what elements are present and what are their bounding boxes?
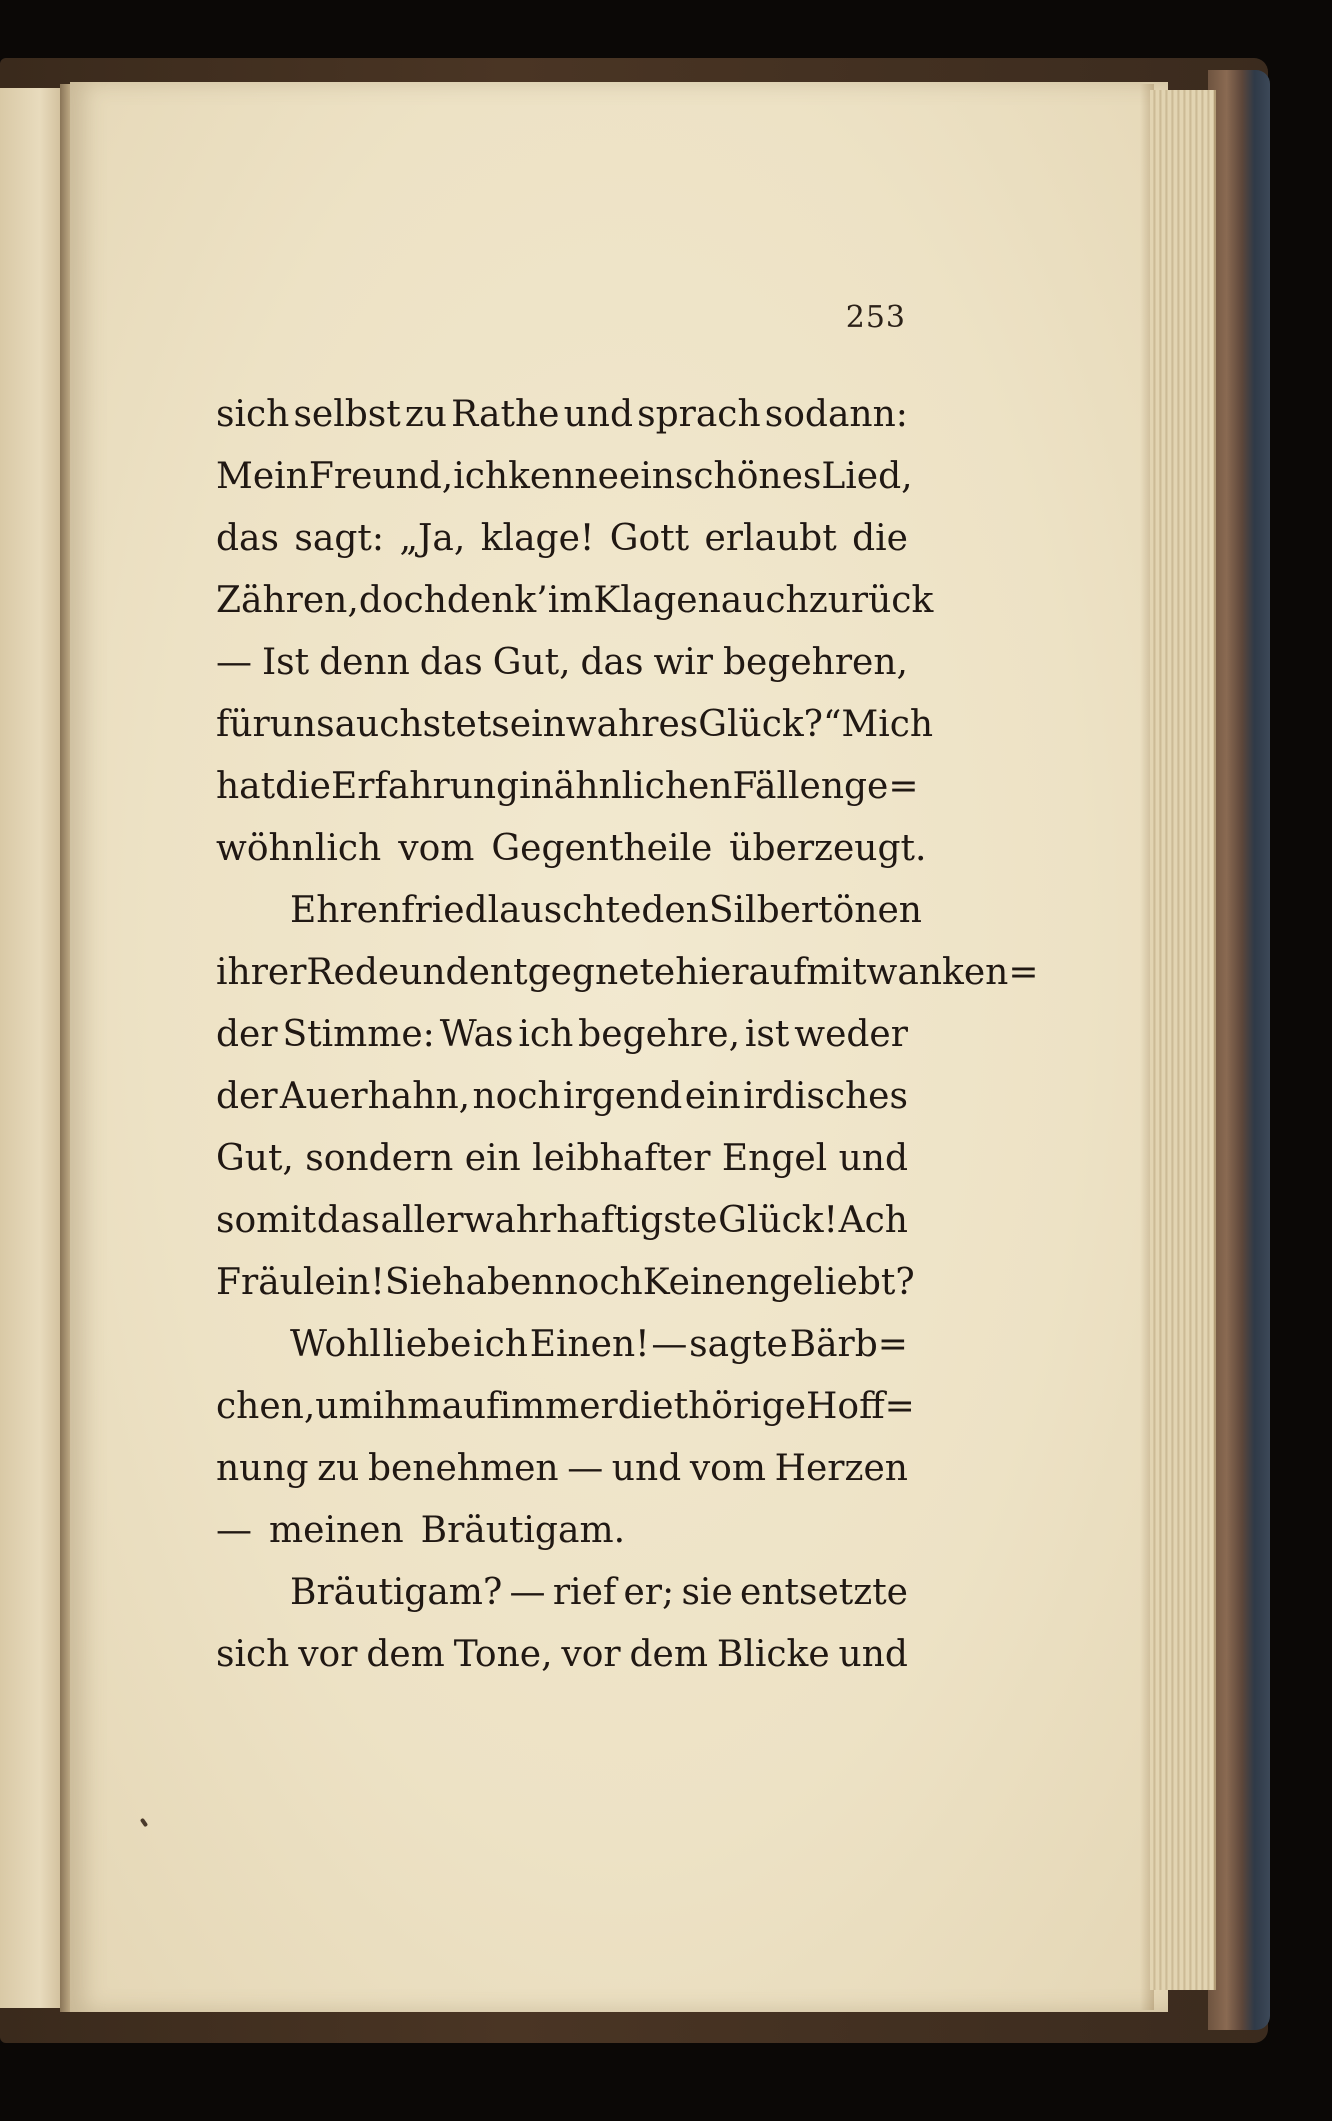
text-line	[216, 818, 927, 880]
word: Keinen	[642, 1262, 770, 1303]
word: die	[275, 766, 331, 807]
word: Mich	[841, 704, 934, 745]
word: Erfahrung	[331, 766, 520, 807]
word: Glück!	[718, 1200, 838, 1241]
word: denn	[319, 642, 410, 683]
page-number: 253	[845, 300, 906, 335]
word: meinen	[269, 1510, 404, 1551]
cover-edge	[1208, 70, 1270, 2030]
word: auch	[334, 704, 423, 745]
text-line	[216, 1252, 915, 1314]
text-line	[216, 1066, 908, 1128]
text-line	[216, 1190, 908, 1252]
word: das	[419, 642, 483, 683]
word: hat	[216, 766, 276, 807]
word: selbst	[293, 394, 401, 435]
word: Wohl	[290, 1324, 381, 1365]
text-line	[216, 880, 922, 942]
text-line	[216, 942, 1039, 1004]
word: der	[216, 1014, 278, 1055]
word: sodann:	[764, 394, 908, 435]
word: ist	[744, 1014, 790, 1055]
word: thörige	[673, 1386, 807, 1427]
word: noch	[472, 1076, 561, 1117]
word: erlaubt	[704, 518, 837, 559]
word: wir	[653, 642, 713, 683]
word: Engel	[721, 1138, 828, 1179]
word: „Ja,	[399, 518, 466, 559]
word: ähnlichen	[553, 766, 733, 807]
word: irdisches	[743, 1076, 908, 1117]
word: Rede	[306, 952, 400, 993]
word: für	[216, 704, 270, 745]
word: kenne	[508, 456, 619, 497]
text-line	[216, 1500, 908, 1562]
word: der	[216, 1076, 278, 1117]
word: Was	[439, 1014, 514, 1055]
word: Rathe	[451, 394, 560, 435]
word: noch	[554, 1262, 643, 1303]
word: Einen!	[529, 1324, 650, 1365]
word: den	[641, 890, 709, 931]
text-line	[216, 694, 934, 756]
word: und	[838, 1634, 908, 1675]
word: ihm	[372, 1386, 442, 1427]
word: vor	[561, 1634, 621, 1675]
text-line	[216, 570, 934, 632]
word: Gut,	[216, 1138, 294, 1179]
word: ich	[453, 456, 509, 497]
word: und	[611, 1448, 682, 1489]
word: hierauf	[675, 952, 807, 993]
word: das	[580, 642, 644, 683]
word: sie	[681, 1572, 733, 1613]
text-line	[216, 1624, 908, 1686]
word: —	[509, 1572, 546, 1613]
word: Blicke	[716, 1634, 830, 1675]
word: rief	[552, 1572, 617, 1613]
text-line	[216, 1004, 908, 1066]
previous-page-edge	[0, 88, 66, 2008]
word: Bräutigam.	[420, 1510, 626, 1551]
word: das	[316, 1200, 380, 1241]
text-line	[216, 632, 908, 694]
word: die	[852, 518, 908, 559]
word: Stimme:	[282, 1014, 435, 1055]
word: sagte	[689, 1324, 788, 1365]
word: Sie	[384, 1262, 443, 1303]
word: wahres	[565, 704, 699, 745]
word: die	[617, 1386, 674, 1427]
word: Freund,	[308, 456, 454, 497]
word: Zähren,	[216, 580, 359, 621]
page-text	[216, 384, 1039, 1686]
word: ich	[518, 1014, 574, 1055]
word: doch	[358, 580, 447, 621]
word: allerwahrhaftigste	[380, 1200, 718, 1241]
word: dem	[629, 1634, 709, 1675]
word: und	[399, 952, 469, 993]
word: Mein	[216, 456, 309, 497]
word: Gegentheile	[491, 828, 713, 869]
word: vom	[398, 828, 475, 869]
word: sich	[216, 1634, 290, 1675]
word: zu	[317, 1448, 360, 1489]
word: Gut,	[492, 642, 571, 683]
word: klage!	[480, 518, 595, 559]
text-line	[216, 446, 913, 508]
word: sich	[216, 394, 290, 435]
word: ein	[684, 1076, 741, 1117]
word: zu	[404, 394, 447, 435]
word: entsetzte	[740, 1572, 908, 1613]
word: —	[567, 1448, 604, 1489]
word: begehren,	[722, 642, 908, 683]
word: zurück	[808, 580, 934, 621]
word: vor	[298, 1634, 358, 1675]
word: Glück?“	[698, 704, 842, 745]
word: auch	[720, 580, 809, 621]
word: Ach	[838, 1200, 908, 1241]
word: uns	[269, 704, 335, 745]
word: wöhnlich	[216, 828, 382, 869]
word: sprach	[637, 394, 761, 435]
word: Fällen	[732, 766, 845, 807]
word: geliebt?	[769, 1262, 915, 1303]
word: stets	[422, 704, 510, 745]
text-line	[216, 1376, 915, 1438]
text-line	[216, 1562, 908, 1624]
word: Bärb=	[789, 1324, 908, 1365]
word: und	[838, 1138, 908, 1179]
word: irgend	[563, 1076, 683, 1117]
word: Fräulein!	[216, 1262, 385, 1303]
word: um	[315, 1386, 373, 1427]
word: nung	[216, 1448, 309, 1489]
text-line	[216, 1438, 908, 1500]
word: —	[651, 1324, 688, 1365]
word: haben	[442, 1262, 555, 1303]
word: Ehrenfried	[290, 890, 488, 931]
word: begehre,	[578, 1014, 741, 1055]
word: auf	[441, 1386, 500, 1427]
word: weder	[794, 1014, 908, 1055]
word: wanken=	[866, 952, 1039, 993]
text-line	[216, 756, 919, 818]
word: Klagen	[593, 580, 721, 621]
word: Herzen	[774, 1448, 908, 1489]
word: liebe	[382, 1324, 472, 1365]
text-line	[216, 508, 908, 570]
word: mit	[806, 952, 867, 993]
word: Lied,	[821, 456, 913, 497]
word: immer	[499, 1386, 618, 1427]
word: ich	[473, 1324, 528, 1365]
text-line	[216, 384, 908, 446]
word: überzeugt.	[729, 828, 927, 869]
word: im	[547, 580, 594, 621]
word: —	[216, 1510, 252, 1551]
word: ein	[509, 704, 566, 745]
word: ein	[618, 456, 675, 497]
page-stack-edge	[1150, 90, 1216, 1990]
word: Hoff=	[806, 1386, 915, 1427]
text-line	[216, 1128, 908, 1190]
word: Auerhahn,	[279, 1076, 471, 1117]
word: lauschte	[487, 890, 642, 931]
word: das	[216, 518, 279, 559]
word: schönes	[674, 456, 822, 497]
word: Ist	[261, 642, 310, 683]
word: chen,	[216, 1386, 316, 1427]
word: und	[563, 394, 633, 435]
word: Bräutigam?	[290, 1572, 503, 1613]
text-line	[216, 1314, 908, 1376]
word: benehmen	[367, 1448, 559, 1489]
word: er;	[623, 1572, 675, 1613]
word: Tone,	[453, 1634, 553, 1675]
word: —	[216, 642, 252, 683]
word: sagt:	[294, 518, 384, 559]
word: vom	[689, 1448, 766, 1489]
word: ge=	[844, 766, 919, 807]
word: in	[519, 766, 554, 807]
word: denk’	[446, 580, 548, 621]
word: ein	[464, 1138, 521, 1179]
word: Gott	[609, 518, 690, 559]
word: sondern	[305, 1138, 454, 1179]
word: dem	[366, 1634, 445, 1675]
word: entgegnete	[468, 952, 676, 993]
word: somit	[216, 1200, 317, 1241]
word: ihrer	[216, 952, 307, 993]
word: Silbertönen	[708, 890, 922, 931]
word: leibhafter	[532, 1138, 711, 1179]
